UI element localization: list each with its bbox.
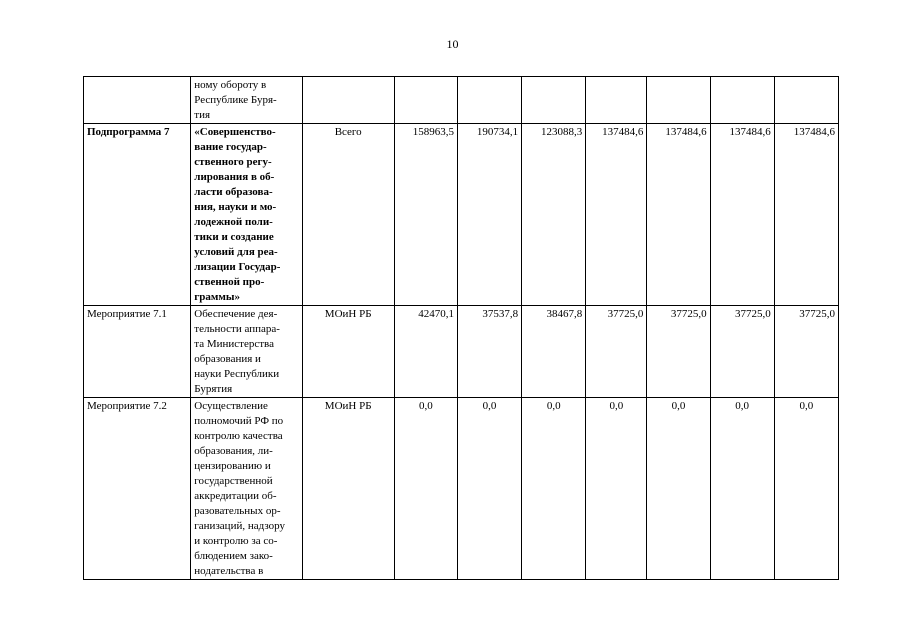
funding-value-cell: 137484,6	[647, 124, 710, 306]
description-line: государственной	[194, 475, 273, 487]
funding-value-cell	[647, 77, 710, 124]
program-name-cell: Мероприятие 7.2	[84, 398, 191, 580]
funding-value-cell: 0,0	[457, 398, 521, 580]
description-line: Обеспечение дея-	[194, 308, 278, 320]
funding-value-cell: 137484,6	[586, 124, 647, 306]
description-line: блюдением зако-	[194, 550, 273, 562]
description-line: образования, ли-	[194, 445, 273, 457]
program-name-cell: Подпрограмма 7	[84, 124, 191, 306]
table-body	[84, 77, 839, 580]
description-line: ганизаций, надзору	[194, 520, 285, 532]
funding-value-cell: 190734,1	[457, 124, 521, 306]
description-line: граммы»	[194, 291, 240, 303]
funding-value-cell	[710, 77, 774, 124]
funding-value-cell: 37725,0	[586, 306, 647, 398]
funding-value-cell: 0,0	[394, 398, 457, 580]
funding-value-cell: 137484,6	[710, 124, 774, 306]
funding-value-cell: 38467,8	[522, 306, 586, 398]
description-line: тельности аппара-	[194, 323, 280, 335]
page-number: 10	[446, 37, 459, 51]
executor-cell: МОиН РБ	[302, 398, 394, 580]
funding-value-cell: 37537,8	[457, 306, 521, 398]
description-cell	[191, 124, 302, 306]
description-line: «Совершенство-	[194, 126, 276, 138]
description-line: аккредитации об-	[194, 490, 277, 502]
description-line: лизации Государ-	[194, 261, 281, 273]
table-row	[84, 124, 839, 306]
funding-value-cell: 0,0	[647, 398, 710, 580]
funding-value-cell	[394, 77, 457, 124]
executor-cell: Всего	[302, 124, 394, 306]
description-cell	[191, 77, 302, 124]
description-line: ственной про-	[194, 276, 265, 288]
description-line: ственного регу-	[194, 156, 272, 168]
funding-value-cell: 158963,5	[394, 124, 457, 306]
description-line: нодательства в	[194, 565, 264, 577]
description-cell	[191, 306, 302, 398]
executor-cell	[302, 77, 394, 124]
funding-value-cell: 0,0	[586, 398, 647, 580]
program-name-cell: Мероприятие 7.1	[84, 306, 191, 398]
description-line: ному обороту в	[194, 79, 267, 91]
description-line: цензированию и	[194, 460, 271, 472]
description-line: науки Республики	[194, 368, 280, 380]
description-line: тия	[194, 109, 211, 121]
funding-value-cell: 37725,0	[774, 306, 838, 398]
funding-value-cell	[774, 77, 838, 124]
description-line: Осуществление	[194, 400, 268, 412]
description-line: Республике Буря-	[194, 94, 277, 106]
program-name-cell	[84, 77, 191, 124]
table-row	[84, 306, 839, 398]
description-line: полномочий РФ по	[194, 415, 284, 427]
description-line: та Министерства	[194, 338, 274, 350]
description-line: лодежной поли-	[194, 216, 273, 228]
description-line: контролю качества	[194, 430, 283, 442]
funding-value-cell	[586, 77, 647, 124]
description-line: и контролю за со-	[194, 535, 278, 547]
funding-value-cell: 0,0	[710, 398, 774, 580]
executor-cell: МОиН РБ	[302, 306, 394, 398]
funding-value-cell: 0,0	[522, 398, 586, 580]
funding-value-cell: 123088,3	[522, 124, 586, 306]
description-line: вание государ-	[194, 141, 267, 153]
description-line: условий для реа-	[194, 246, 278, 258]
description-line: разовательных ор-	[194, 505, 281, 517]
table-row	[84, 398, 839, 580]
funding-value-cell: 137484,6	[774, 124, 838, 306]
funding-value-cell: 37725,0	[710, 306, 774, 398]
description-line: тики и создание	[194, 231, 274, 243]
description-line: образования и	[194, 353, 261, 365]
funding-value-cell: 0,0	[774, 398, 838, 580]
budget-table	[83, 76, 839, 580]
funding-value-cell	[457, 77, 521, 124]
description-line: Бурятия	[194, 383, 233, 395]
table-row	[84, 77, 839, 124]
funding-value-cell	[522, 77, 586, 124]
description-line: лирования в об-	[194, 171, 275, 183]
description-line: ния, науки и мо-	[194, 201, 277, 213]
funding-value-cell: 37725,0	[647, 306, 710, 398]
description-cell	[191, 398, 302, 580]
funding-value-cell: 42470,1	[394, 306, 457, 398]
description-line: ласти образова-	[194, 186, 273, 198]
